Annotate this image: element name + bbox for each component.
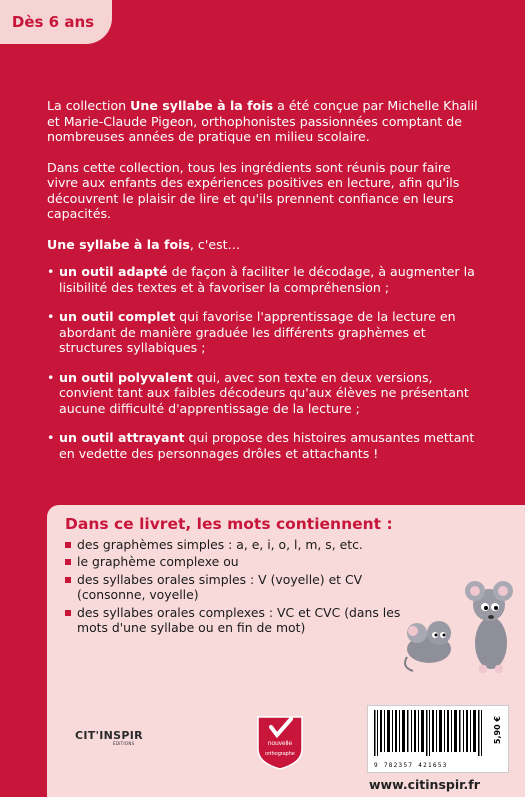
feature-name: un outil complet [59, 309, 176, 324]
feature-text: qui favorise l'apprentissage de la lecture en abordant de manière graduée les différents graphèmes et structures syllabiques ; [59, 309, 456, 355]
feature-text: de façon à faciliter le décodage, à augmenter la lisibilité des textes et à favoriser la compréhension ; [59, 264, 475, 295]
bullet-dot: • [47, 264, 55, 279]
feature-bullet [47, 430, 483, 461]
collection-title: Une syllabe à la fois [130, 98, 274, 113]
subhead-suffix: , c'est… [189, 236, 241, 252]
feature-bullet [47, 264, 483, 295]
age-badge-label: Dès 6 ans [11, 13, 95, 31]
logo-sub: ÉDITIONS [113, 741, 135, 746]
feature-bullet [47, 370, 483, 417]
list-item [65, 537, 425, 552]
list-item-text: le graphème complexe ou [77, 554, 239, 570]
feature-name: un outil polyvalent [59, 369, 193, 385]
feature-name: un outil adapté [59, 264, 168, 279]
intro-text: a été conçue par Michelle Khalil et Marie-Claude Pigeon, orthophonistes passionnées comptant de nombreuses années de pratique en milieu scolaire. [47, 98, 478, 144]
age-badge [0, 0, 112, 44]
isbn-number: 9 782357 421653 [374, 762, 448, 769]
bullet-square-icon [65, 559, 71, 565]
list-item-text: des graphèmes simples : a, e, i, o, l, m, s, etc. [77, 537, 363, 552]
barcode [367, 705, 509, 773]
list-item-text: des syllabes orales complexes : VC et CVC (dans les mots d'une syllabe ou en fin de mot) [77, 604, 401, 636]
feature-text: qui propose des histoires amusantes mettant en vedette des personnages drôles et attachants ! [59, 430, 475, 461]
content-box [47, 505, 525, 797]
back-cover-text [47, 98, 483, 475]
list-item [65, 572, 425, 603]
list-item [65, 554, 425, 569]
feature-text: qui, avec son texte en deux versions, convient tant aux faibles décodeurs qu'aux élèves ne présentant aucune difficulté d'apprentissage de la lecture ; [59, 369, 469, 416]
box-title: Dans ce livret, les mots contiennent : [65, 515, 393, 533]
intro-text: La collection [47, 98, 131, 113]
feature-bullet [47, 309, 483, 356]
subhead-title: Une syllabe à la fois [47, 236, 190, 252]
bullet-dot: • [47, 430, 55, 445]
bullet-dot: • [47, 369, 55, 385]
list-item [65, 605, 425, 636]
barcode-bars-icon [374, 710, 484, 762]
feature-name: un outil attrayant [59, 430, 185, 445]
price: 5,90 € [493, 716, 502, 745]
list-item-text: des syllabes orales simples : V (voyelle) et CV (consonne, voyelle) [77, 571, 363, 603]
bullet-dot: • [47, 309, 55, 324]
box-list [65, 537, 425, 637]
logo-text: CIT'INSPIR [75, 729, 143, 742]
subhead [47, 237, 483, 253]
intro-paragraph-1 [47, 98, 483, 145]
bullet-square-icon [65, 610, 71, 616]
bullet-square-icon [65, 577, 71, 583]
mice-illustration-icon [399, 571, 525, 681]
badge-line2: orthographe [265, 751, 295, 757]
publisher-logo [75, 729, 143, 746]
bullet-square-icon [65, 542, 71, 548]
website-link[interactable]: www.citinspir.fr [369, 777, 480, 792]
nouvelle-orthographe-badge-icon [255, 715, 305, 771]
intro-paragraph-2: Dans cette collection, tous les ingrédients sont réunis pour faire vivre aux enfants des expériences positives en lecture, afin qu'ils découvrent le plaisir de lire et qu'ils prennent confiance en leurs capacités. [47, 159, 460, 221]
badge-line1: nouvelle [267, 740, 293, 747]
